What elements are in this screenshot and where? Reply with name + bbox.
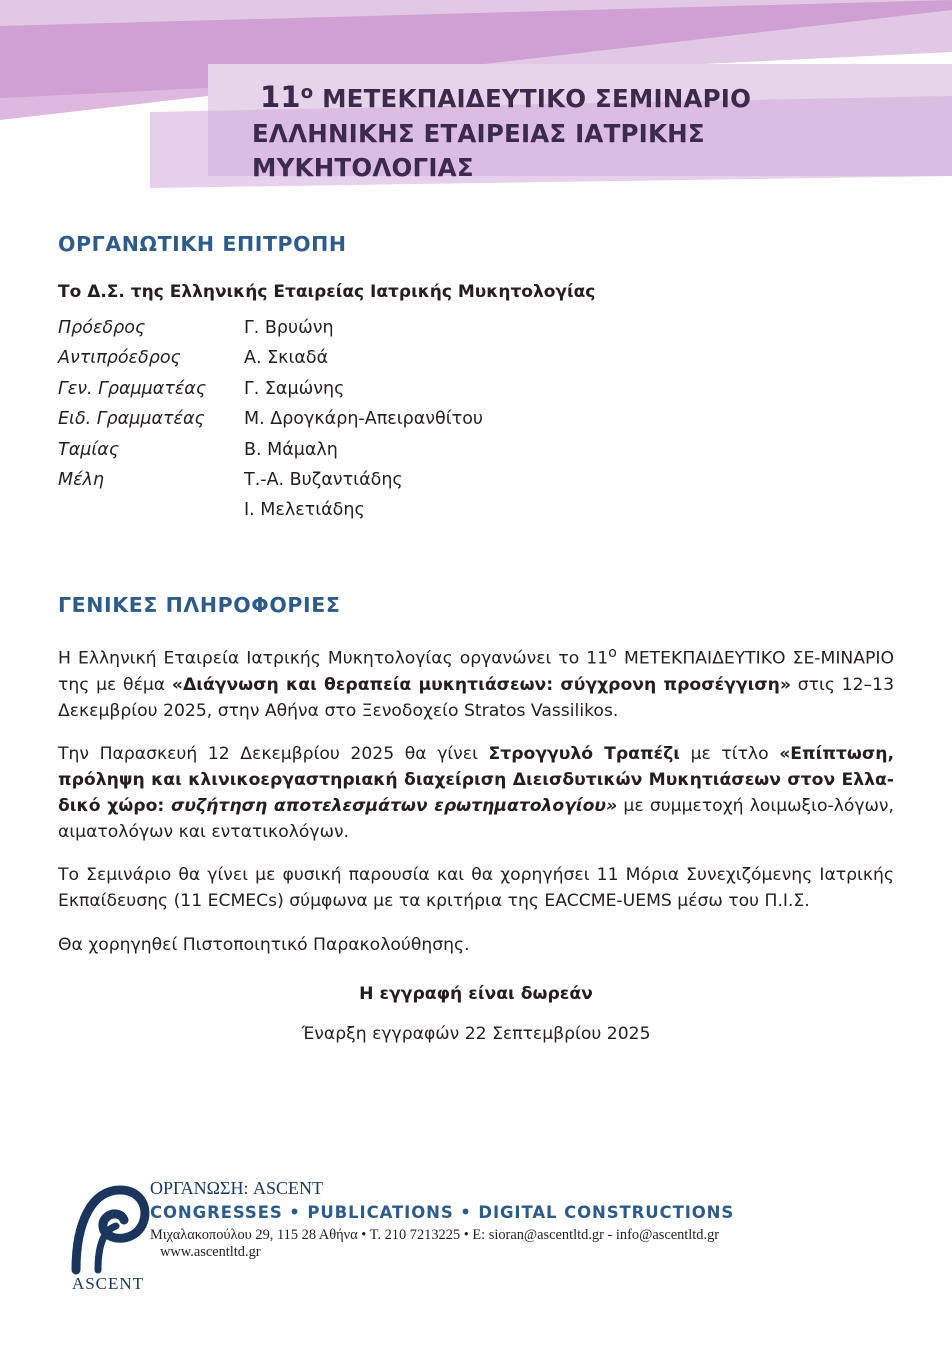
p1-seminar-theme: «Διάγνωση και θεραπεία μυκητιάσεων: σύγχρονη προσέγγιση» xyxy=(171,674,792,695)
general-info-paragraph-2 xyxy=(58,741,894,846)
committee-person: Τ.-Α. Βυζαντιάδης xyxy=(244,469,403,490)
p2-part2: με τίτλο xyxy=(680,743,780,764)
committee-person: Γ. Βρυώνη xyxy=(244,318,334,338)
section-spacer xyxy=(58,529,894,593)
committee-table xyxy=(58,316,483,529)
committee-role: Αντιπρόεδρος xyxy=(58,348,181,369)
ascent-logo xyxy=(58,1182,158,1297)
table-row xyxy=(58,407,483,437)
committee-role: Γεν. Γραμματέας xyxy=(58,378,207,399)
document-body xyxy=(58,232,894,1054)
committee-role xyxy=(58,498,244,528)
footer-website: www.ascentltd.gr xyxy=(160,1244,261,1260)
committee-person: Α. Σκιαδά xyxy=(244,348,329,369)
footer-organizer: ΟΡΓΑΝΩΣΗ: ASCENT xyxy=(150,1178,323,1198)
general-info-paragraph-4: Θα χορηγηθεί Πιστοποιητικό Παρακολούθησης. xyxy=(58,934,470,955)
committee-role: Μέλη xyxy=(58,469,105,490)
p1-part2: ΜΕΤΕΚΠΑΙΔΕΥΤΙΚΟ ΣΕ-ΜΙΝΑΡΙΟ της με θέμα xyxy=(58,648,894,695)
committee-role: Πρόεδρος xyxy=(58,318,146,338)
general-info-paragraph-1 xyxy=(58,643,894,724)
committee-role: Ταμίας xyxy=(58,439,120,460)
general-info-section-title: ΓΕΝΙΚΕΣ ΠΛΗΡΟΦΟΡΙΕΣ xyxy=(58,592,341,617)
p2-part3: με συμμετοχή λοιμωξιο-λόγων, αιματολόγων και εντατικολόγων. xyxy=(58,796,894,843)
free-registration-note: Η εγγραφή είναι δωρεάν xyxy=(359,983,593,1004)
p2-roundtable-label: Στρογγυλό Τραπέζι xyxy=(488,743,680,764)
footer-text-block xyxy=(150,1178,920,1261)
header-edition-number: 11 xyxy=(260,80,301,114)
committee-subtitle: Το Δ.Σ. της Ελληνικής Εταιρείας Ιατρικής Μυκητολογίας xyxy=(58,282,596,302)
general-info-paragraph-3: Το Σεμινάριο θα γίνει με φυσική παρουσία και θα χορηγήσει 11 Μόρια Συνεχιζόμενης Ιατρικής Εκπαίδευσης (11 ECMECs) σύμφωνα με τα κριτήρια της EACCME-UEMS μέσω του Π.Ι.Σ. xyxy=(58,865,894,912)
table-row xyxy=(58,316,483,346)
footer-services: CONGRESSES • PUBLICATIONS • DIGITAL CONSTRUCTIONS xyxy=(150,1203,735,1222)
table-row xyxy=(58,468,483,498)
committee-role: Ειδ. Γραμματέας xyxy=(58,409,205,430)
committee-section-title: ΟΡΓΑΝΩΤΙΚΗ ΕΠΙΤΡΟΠΗ xyxy=(58,232,347,256)
ascent-logo-wordmark: ASCENT xyxy=(71,1274,145,1293)
table-row xyxy=(58,498,483,528)
p1-ordinal: ο xyxy=(608,644,617,661)
p2-roundtable-title: «Επίπτωση, πρόληψη και κλινικοεργαστηριακή διαχείριση Διεισδυτικών Μυκητιάσεων στον Ελλα-δικό χώρο: xyxy=(58,743,894,817)
footer-contact: Μιχαλακοπούλου 29, 115 28 Αθήνα • Τ. 210 7213225 • E: sioran@ascentltd.gr - info@ascentltd.gr xyxy=(150,1227,720,1243)
ascent-logo-icon xyxy=(58,1182,158,1277)
p2-roundtable-subtitle: συζήτηση αποτελεσμάτων ερωτηματολογίου» xyxy=(170,796,618,817)
header-title-line1 xyxy=(252,78,912,117)
header-banner xyxy=(0,0,952,200)
committee-person: Ι. Μελετιάδης xyxy=(244,500,365,521)
table-row xyxy=(58,346,483,376)
header-edition-ordinal: o xyxy=(300,81,314,103)
p2-part1: Την Παρασκευή 12 Δεκεμβρίου 2025 θα γίνει xyxy=(58,743,489,764)
p1-part3: στις 12–13 Δεκεμβρίου 2025, στην Αθήνα στο Ξενοδοχείο Stratos Vassilikos. xyxy=(58,674,895,721)
header-title-line2: ΕΛΛΗΝΙΚΗΣ ΕΤΑΙΡΕΙΑΣ ΙΑΤΡΙΚΗΣ ΜΥΚΗΤΟΛΟΓΙΑΣ xyxy=(252,119,705,182)
table-row xyxy=(58,377,483,407)
committee-person: Β. Μάμαλη xyxy=(244,439,338,460)
committee-person: Γ. Σαμώνης xyxy=(244,378,345,399)
header-title xyxy=(252,78,912,184)
p1-part1: Η Ελληνική Εταιρεία Ιατρικής Μυκητολογίας οργανώνει το 11 xyxy=(58,648,609,669)
table-row xyxy=(58,438,483,468)
footer xyxy=(58,1178,918,1308)
header-title-line1-rest: ΜΕΤΕΚΠΑΙΔΕΥΤΙΚΟ ΣΕΜΙΝΑΡΙΟ xyxy=(313,84,752,113)
committee-person: Μ. Δρογκάρη-Απειρανθίτου xyxy=(244,409,484,430)
registration-start-note: Έναρξη εγγραφών 22 Σεπτεμβρίου 2025 xyxy=(301,1023,651,1044)
